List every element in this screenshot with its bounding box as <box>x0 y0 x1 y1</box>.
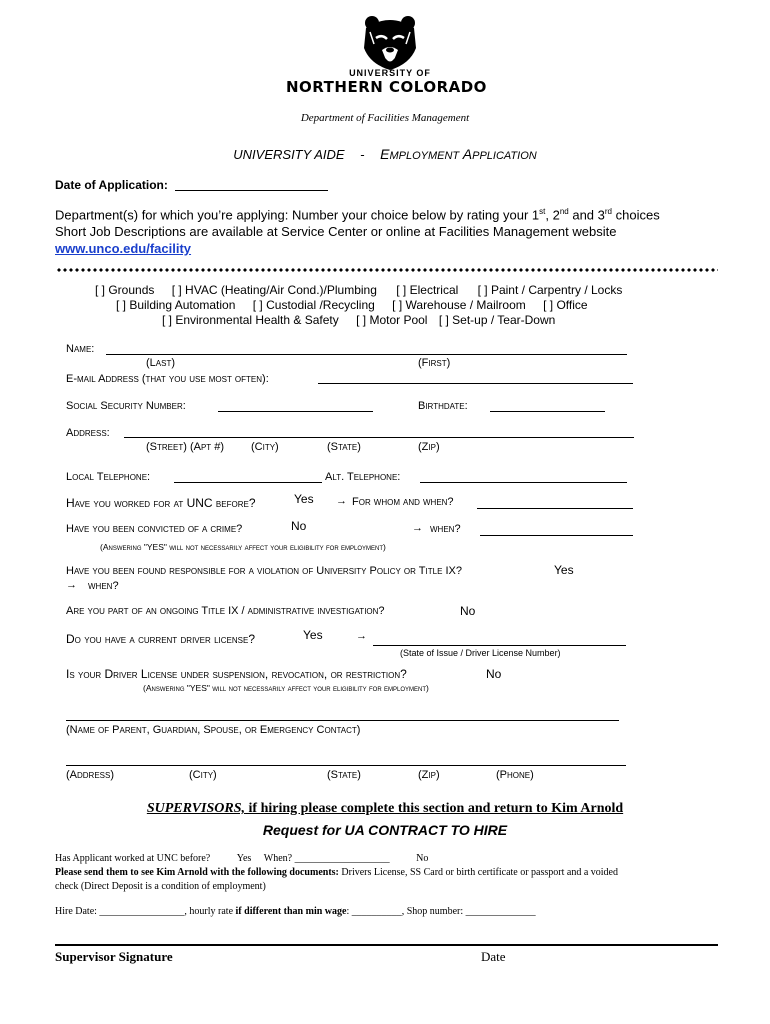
application-date-label: Date of Application: <box>55 178 168 192</box>
q-when[interactable]: When? ___________________ <box>263 853 390 864</box>
emergency-zip-label: (Zip) <box>418 769 440 781</box>
first-label: (First) <box>418 357 451 369</box>
signature-rule <box>55 944 718 946</box>
dept-building-automation[interactable]: [ ] Building Automation <box>116 298 236 312</box>
email-field[interactable] <box>318 383 633 384</box>
q-yes[interactable]: Yes <box>236 853 252 864</box>
worked-unc-label: Have you worked for at UNC before? <box>66 496 256 510</box>
hire-rest[interactable]: : __________, Shop number: ______________ <box>346 906 536 917</box>
dept-motor-pool[interactable]: [ ] Motor Pool <box>356 313 428 327</box>
q-no[interactable]: No <box>416 853 429 864</box>
city-label: (City) <box>251 441 279 453</box>
license-label: Do you have a current driver license? <box>66 632 255 646</box>
sup-rd: rd <box>604 207 613 216</box>
arrow-right-icon: → <box>66 579 77 591</box>
send-rest: Drivers License, SS Card or birth certificate or passport and a voided <box>338 867 618 878</box>
emergency-phone-label: (Phone) <box>496 769 534 781</box>
dept-paint[interactable]: [ ] Paint / Carpentry / Locks <box>477 283 623 297</box>
arrow-right-icon: → <box>356 630 367 642</box>
suspension-label: Is your Driver License under suspension, revocation, or restriction? <box>66 667 407 681</box>
local-phone-label: Local Telephone: <box>66 471 151 483</box>
dept-grounds[interactable]: [ ] Grounds <box>95 283 155 297</box>
alt-phone-label: Alt. Telephone: <box>325 471 401 483</box>
emergency-city-label: (City) <box>189 769 217 781</box>
emergency-state-label: (State) <box>327 769 361 781</box>
intro-text-d: choices <box>612 207 660 223</box>
department-name: Department of Facilities Management <box>300 112 470 124</box>
convicted-note: (Answering "YES" will not necessarily affect your eligibility for employment) <box>100 542 386 552</box>
supervisor-signature-label[interactable]: Supervisor Signature <box>55 949 173 964</box>
supervisor-heading-rest: if hiring please complete this section and return to Kim Arnold <box>245 801 624 816</box>
address-label: Address: <box>66 427 110 439</box>
suspension-note: (Answering "YES" will not necessarily affect your eligibility for employment) <box>143 683 429 693</box>
department-row-2 <box>116 298 588 312</box>
violation-when-label: when? <box>88 580 119 592</box>
title-a: A <box>462 146 473 162</box>
ssn-field[interactable] <box>218 411 373 412</box>
send-bold: Please send them to see Kim Arnold with the following documents: <box>55 867 339 878</box>
hire-date[interactable]: Hire Date: _________________, hourly rate <box>55 906 236 917</box>
intro-text-a: Department(s) for which you’re applying: Number your choice below by rating your 1 <box>55 207 540 223</box>
title-pplication: PPLICATION <box>472 150 537 162</box>
send-documents-line2: check (Direct Deposit is a condition of employment) <box>55 881 266 892</box>
investigation-answer[interactable]: No <box>460 604 476 618</box>
when-field[interactable] <box>480 535 633 536</box>
name-label: Name: <box>66 343 95 355</box>
university-logo <box>340 14 440 75</box>
dept-setup[interactable]: [ ] Set-up / Tear-Down <box>438 313 556 327</box>
q-worked: Has Applicant worked at UNC before? <box>55 853 211 864</box>
sup-nd: nd <box>559 207 569 216</box>
departments-intro-line2: Short Job Descriptions are available at Service Center or online at Facilities Management website <box>55 224 617 239</box>
emergency-address-label: (Address) <box>66 769 115 781</box>
departments-intro-line1 <box>55 207 660 222</box>
dept-office[interactable]: [ ] Office <box>543 298 588 312</box>
application-date-field[interactable] <box>175 190 328 191</box>
violation-answer[interactable]: Yes <box>554 563 574 577</box>
license-state-label: (State of Issue / Driver License Number) <box>400 648 561 658</box>
send-documents-line1 <box>55 867 618 878</box>
local-phone-field[interactable] <box>174 482 322 483</box>
logo-line2: NORTHERN COLORADO <box>286 78 487 96</box>
contract-heading: Request for UA CONTRACT TO HIRE <box>262 822 508 838</box>
dept-ehs[interactable]: [ ] Environmental Health & Safety <box>162 313 339 327</box>
emergency-contact-field[interactable] <box>66 720 619 721</box>
department-row-3 <box>162 313 555 327</box>
violation-label: Have you been found responsible for a violation of University Policy or Title IX? <box>66 565 462 577</box>
bear-logo-icon <box>360 14 420 70</box>
logo-line1: UNIVERSITY OF <box>349 68 431 78</box>
date-label[interactable]: Date <box>481 949 506 964</box>
ssn-label: Social Security Number: <box>66 400 186 412</box>
investigation-label: Are you part of an ongoing Title IX / administrative investigation? <box>66 605 385 617</box>
sup-st: st <box>539 207 546 216</box>
address-field[interactable] <box>124 437 634 438</box>
supervisor-heading <box>0 801 770 817</box>
birthdate-label: Birthdate: <box>418 400 468 412</box>
suspension-answer[interactable]: No <box>486 667 502 681</box>
title-left: UNIVERSITY AIDE <box>233 147 345 162</box>
intro-text-c: and 3 <box>568 207 605 223</box>
convicted-label: Have you been convicted of a crime? <box>66 523 243 535</box>
dotted-divider <box>56 268 718 272</box>
dept-electrical[interactable]: [ ] Electrical <box>396 283 459 297</box>
dept-custodial[interactable]: [ ] Custodial /Recycling <box>252 298 375 312</box>
title-e: E <box>380 146 390 162</box>
dept-hvac[interactable]: [ ] HVAC (Heating/Air Cond.)/Plumbing <box>171 283 377 297</box>
address-parts-label: (Street) (Apt #) <box>146 441 225 453</box>
license-field[interactable] <box>373 645 626 646</box>
state-label: (State) <box>327 441 361 453</box>
alt-phone-field[interactable] <box>420 482 627 483</box>
arrow-right-icon: → <box>336 495 347 507</box>
facility-link[interactable]: www.unco.edu/facility <box>55 241 192 256</box>
zip-label: (Zip) <box>418 441 440 453</box>
when-label: when? <box>430 523 461 535</box>
hire-bold: if different than min wage <box>235 906 347 917</box>
convicted-answer[interactable]: No <box>291 519 307 533</box>
last-label: (Last) <box>146 357 176 369</box>
arrow-right-icon: → <box>412 522 423 534</box>
hire-details <box>55 906 536 917</box>
name-field[interactable] <box>106 354 627 355</box>
title-mployment: MPLOYMENT <box>389 150 460 162</box>
supervisor-heading-italic: SUPERVISORS, <box>146 801 246 816</box>
department-row-1 <box>95 283 622 297</box>
intro-text-b: , 2 <box>545 207 560 223</box>
whom-when-label: For whom and when? <box>352 496 454 508</box>
emergency-contact-label: (Name of Parent, Guardian, Spouse, or Emergency Contact) <box>66 724 361 736</box>
birthdate-field[interactable] <box>490 411 605 412</box>
email-label: E-mail Address (that you use most often): <box>66 373 269 385</box>
worked-unc-answer[interactable]: Yes <box>294 492 314 506</box>
emergency-address-field[interactable] <box>66 765 626 766</box>
dept-warehouse[interactable]: [ ] Warehouse / Mailroom <box>392 298 526 312</box>
whom-when-field[interactable] <box>477 508 633 509</box>
applicant-worked-question <box>55 853 428 864</box>
page-title <box>0 146 770 162</box>
license-answer[interactable]: Yes <box>303 628 323 642</box>
title-dash: - <box>360 147 365 162</box>
